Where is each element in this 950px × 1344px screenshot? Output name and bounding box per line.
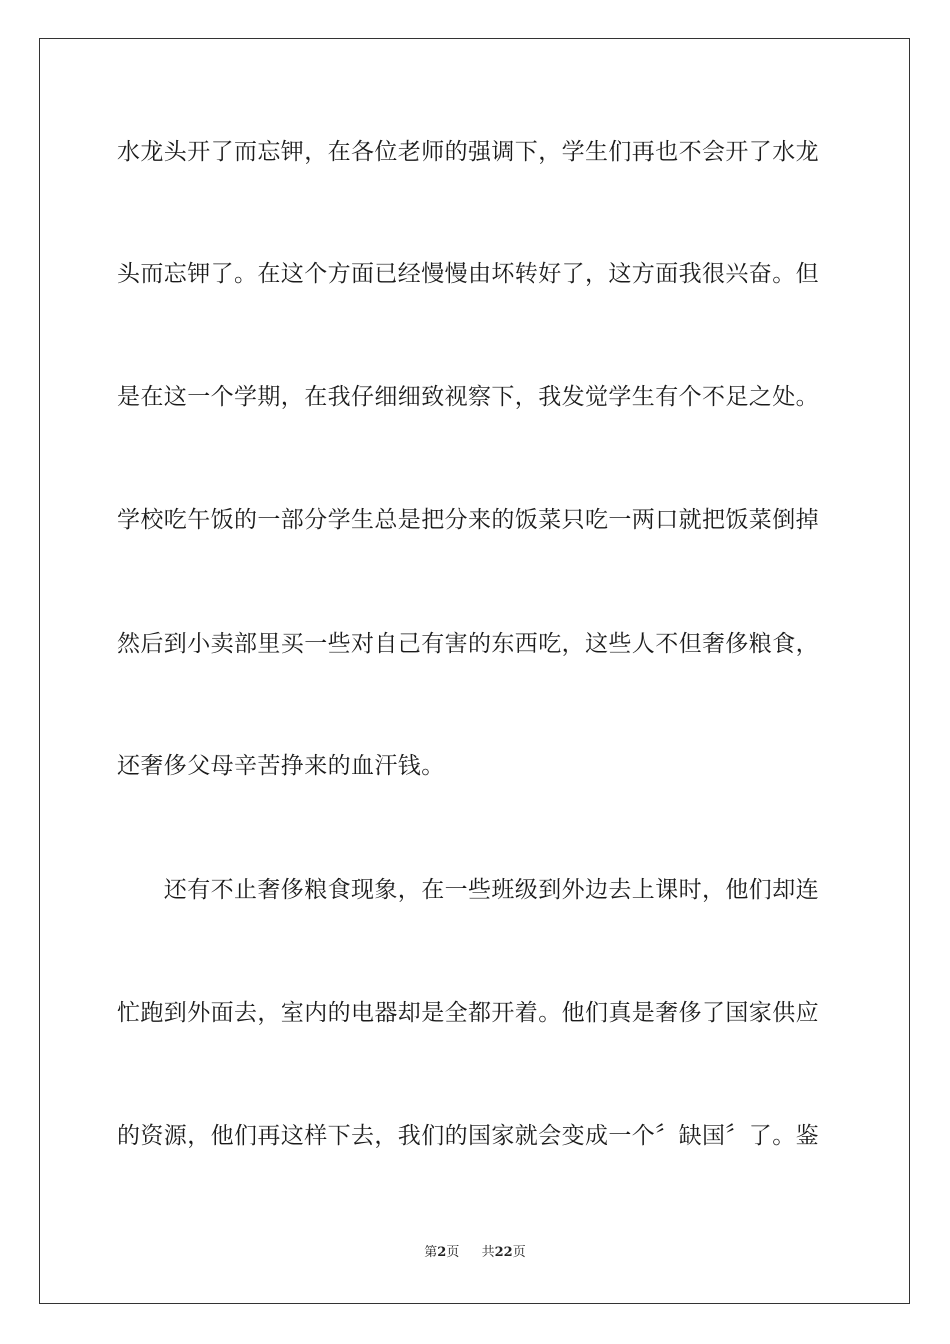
footer-total-pages: 22 xyxy=(494,1245,513,1260)
text-line-8: 忙跑到外面去，室内的电器却是全都开着。他们真是奢侈了国家供应 xyxy=(117,1000,819,1026)
text-line-4: 学校吃午饭的一部分学生总是把分来的饭菜只吃一两口就把饭菜倒掉 xyxy=(117,507,819,533)
text-line-1: 水龙头开了而忘钾，在各位老师的强调下，学生们再也不会开了水龙 xyxy=(117,139,819,165)
page-footer xyxy=(0,1245,950,1261)
footer-page-number: 2 xyxy=(437,1245,447,1260)
footer-page-prefix: 第 xyxy=(424,1245,438,1260)
text-line-7: 还有不止奢侈粮食现象，在一些班级到外边去上课时，他们却连 xyxy=(117,877,819,903)
text-line-3: 是在这一个学期，在我仔细细致视察下，我发觉学生有个不足之处。 xyxy=(117,384,819,410)
footer-total-suffix: 页 xyxy=(512,1245,526,1260)
page-border xyxy=(39,38,910,1304)
text-line-6: 还奢侈父母辛苦挣来的血汗钱。 xyxy=(117,753,445,779)
footer-total-prefix: 共 xyxy=(481,1245,495,1260)
footer-page-suffix: 页 xyxy=(446,1245,460,1260)
text-line-5: 然后到小卖部里买一些对自己有害的东西吃，这些人不但奢侈粮食， xyxy=(117,631,819,657)
text-line-9: 的资源，他们再这样下去，我们的国家就会变成一个〞缺国〞了。鉴 xyxy=(117,1123,819,1149)
text-line-2: 头而忘钾了。在这个方面已经慢慢由坏转好了，这方面我很兴奋。但 xyxy=(117,261,819,287)
